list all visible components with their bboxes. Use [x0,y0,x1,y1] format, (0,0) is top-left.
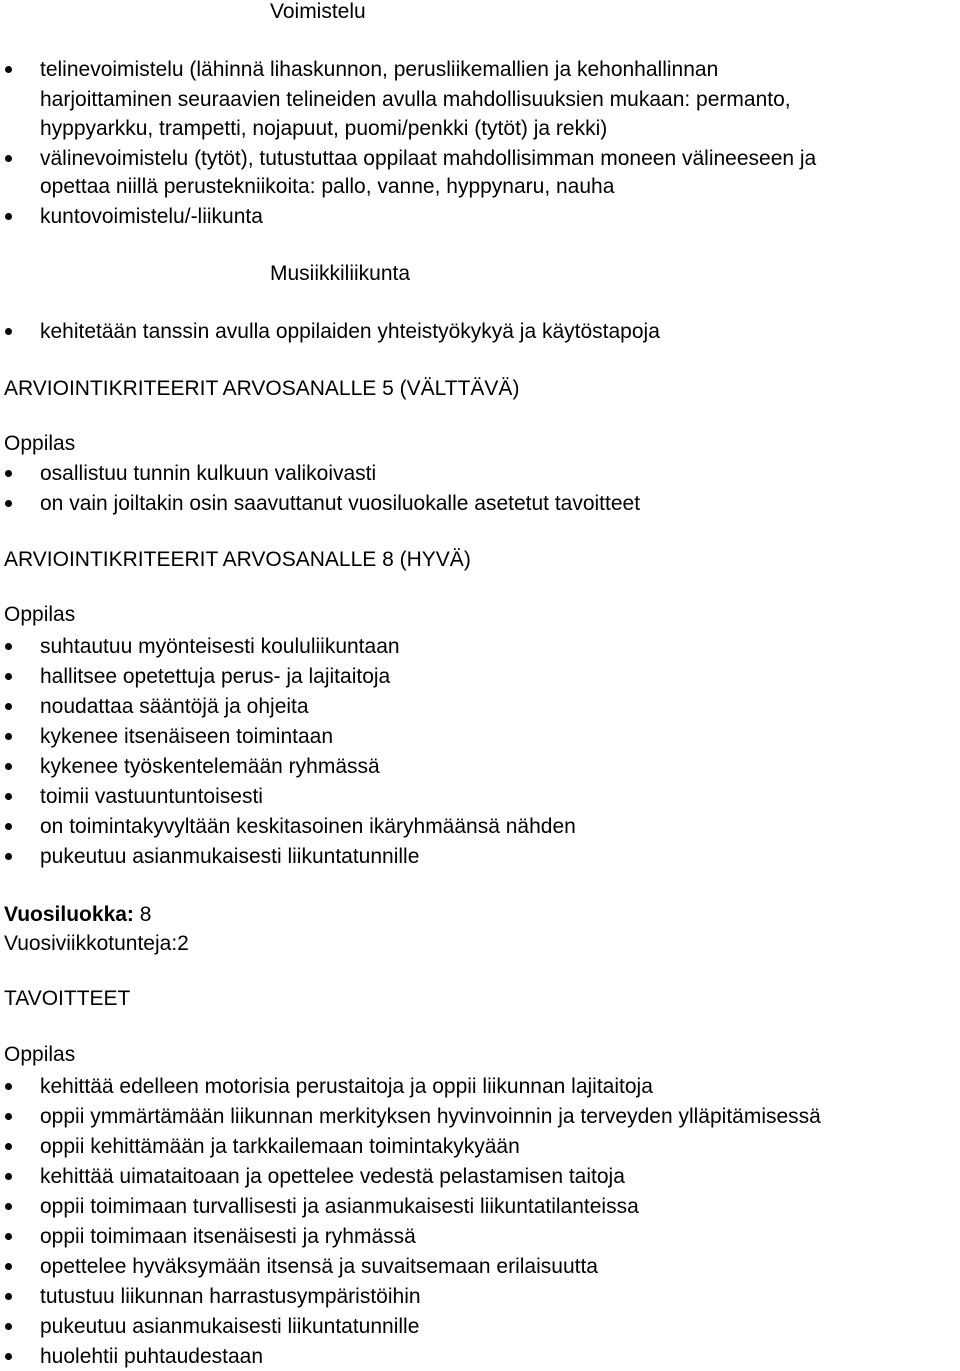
list-item: on toimintakyvyltään keskitasoinen ikäryhmäänsä nähden [40,815,576,838]
vuosiluokka-line [4,903,151,927]
bullet-icon [5,1323,12,1330]
heading-oppilas: Oppilas [4,432,76,455]
bullet-icon [5,1173,12,1180]
list-item-continuation: opettaa niillä perustekniikoita: pallo, vanne, hyppynaru, nauha [40,175,615,198]
heading-voimistelu: Voimistelu [270,0,366,23]
list-item: kuntovoimistelu/-liikunta [40,205,263,228]
bullet-icon [5,1203,12,1210]
bullet-icon [5,853,12,860]
heading-oppilas: Oppilas [4,603,76,626]
bullet-icon [5,763,12,770]
bullet-icon [5,1263,12,1270]
list-item: opettelee hyväksymään itsensä ja suvaitsemaan erilaisuutta [40,1255,598,1278]
bullet-icon [5,1293,12,1300]
list-item: pukeutuu asianmukaisesti liikuntatunnille [40,1315,420,1338]
bullet-icon [5,1353,12,1360]
list-item: oppii ymmärtämään liikunnan merkityksen hyvinvoinnin ja terveyden ylläpitämisessä [40,1105,821,1128]
bullet-icon [5,703,12,710]
list-item: tutustuu liikunnan harrastusympäristöihin [40,1285,421,1308]
vuosiluokka-label: Vuosiluokka: [4,903,134,926]
heading-musiikkiliikunta: Musiikkiliikunta [270,262,411,285]
vuosiluokka-value: 8 [133,903,152,926]
bullet-icon [5,823,12,830]
list-item: kehitetään tanssin avulla oppilaiden yhteistyökykyä ja käytöstapoja [40,320,660,343]
bullet-icon [5,1233,12,1240]
list-item: toimii vastuuntuntoisesti [40,785,263,808]
bullet-icon [5,500,12,507]
heading-kriteerit-8: ARVIOINTIKRITEERIT ARVOSANALLE 8 (HYVÄ) [4,548,471,571]
list-item: oppii toimimaan itsenäisesti ja ryhmässä [40,1225,416,1248]
heading-kriteerit-5: ARVIOINTIKRITEERIT ARVOSANALLE 5 (VÄLTTÄVÄ) [4,377,520,400]
bullet-icon [5,1143,12,1150]
list-item: kehittää edelleen motorisia perustaitoja ja oppii liikunnan lajitaitoja [40,1075,653,1098]
heading-oppilas: Oppilas [4,1043,76,1066]
bullet-icon [5,1083,12,1090]
bullet-icon [5,328,12,335]
list-item: oppii kehittämään ja tarkkailemaan toimintakykyään [40,1135,520,1158]
list-item: kykenee työskentelemään ryhmässä [40,755,380,778]
list-item: pukeutuu asianmukaisesti liikuntatunnille [40,845,420,868]
bullet-icon [5,470,12,477]
bullet-icon [5,155,12,162]
list-item-continuation: harjoittaminen seuraavien telineiden avulla mahdollisuuksien mukaan: permanto, [40,88,791,111]
list-item: noudattaa sääntöjä ja ohjeita [40,695,309,718]
list-item: osallistuu tunnin kulkuun valikoivasti [40,462,377,485]
bullet-icon [5,673,12,680]
list-item-continuation: hyppyarkku, trampetti, nojapuut, puomi/penkki (tytöt) ja rekki) [40,117,608,140]
list-item: telinevoimistelu (lähinnä lihaskunnon, perusliikemallien ja kehonhallinnan [40,58,719,81]
bullet-icon [5,643,12,650]
heading-tavoitteet: TAVOITTEET [4,987,131,1010]
bullet-icon [5,1113,12,1120]
list-item: suhtautuu myönteisesti koululiikuntaan [40,635,400,658]
bullet-icon [5,66,12,73]
list-item: huolehtii puhtaudestaan [40,1345,264,1368]
bullet-icon [5,733,12,740]
vuosiviikkotunteja: Vuosiviikkotunteja:2 [4,932,189,955]
bullet-icon [5,793,12,800]
list-item: on vain joiltakin osin saavuttanut vuosiluokalle asetetut tavoitteet [40,492,641,515]
list-item: oppii toimimaan turvallisesti ja asianmukaisesti liikuntatilanteissa [40,1195,639,1218]
list-item: hallitsee opetettuja perus- ja lajitaitoja [40,665,391,688]
list-item: välinevoimistelu (tytöt), tutustuttaa oppilaat mahdollisimman moneen välineeseen ja [40,147,817,170]
list-item: kykenee itsenäiseen toimintaan [40,725,334,748]
list-item: kehittää uimataitoaan ja opettelee vedestä pelastamisen taitoja [40,1165,625,1188]
bullet-icon [5,213,12,220]
